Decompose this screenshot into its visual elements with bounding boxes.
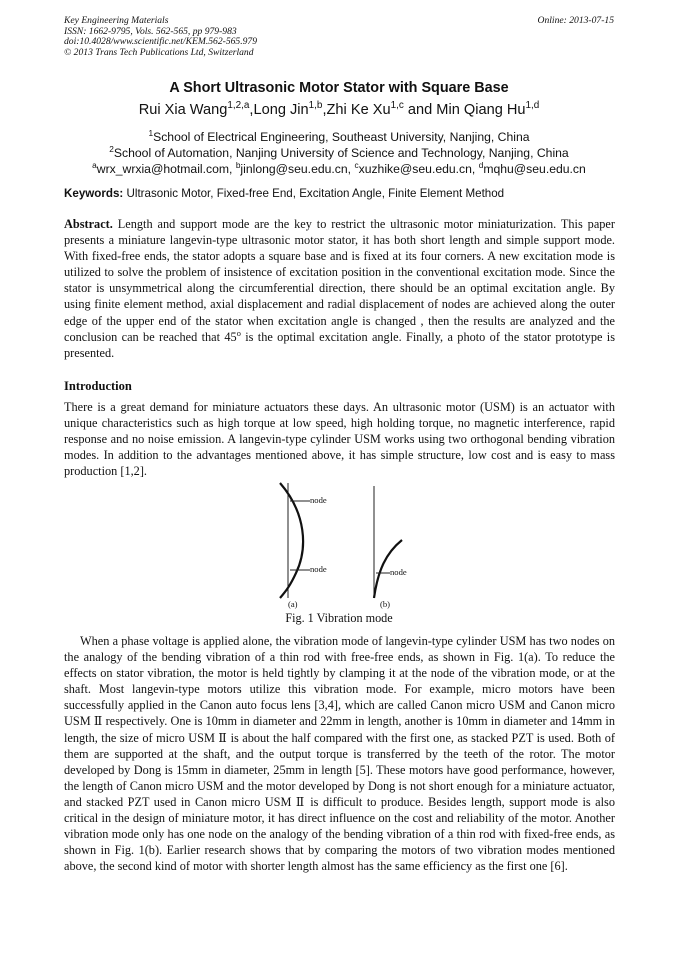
mode-shape-a xyxy=(280,483,303,598)
figure-caption: Fig. 1 Vibration mode xyxy=(285,611,393,625)
abstract-text: Length and support mode are the key to restrict the ultrasonic motor miniaturization. This paper presents a miniature langevin-type ultrasonic motor stator, it has both short length and simple support mode. With fixed-free ends, the stator adopts a square base and is fixed at its four corners. A new excitation mode is utilized to solve the problem of insistence of excitation position in the conventional excitation mode. Since the stator is unsymmetrical along the circumferential direction, there should be an optimal excitation angle. By using finite element method, axial displacement and radial displacement of nodes are achieved along the outer edge of the upper end of the stator when excitation angle is changed , then the results are analyzed and the conclusion can be reached that 45 xyxy=(64,217,615,344)
email-sup: b xyxy=(235,159,241,170)
copyright-line: © 2013 Trans Tech Publications Ltd, Switzerland xyxy=(64,46,254,58)
doi-line: doi:10.4028/www.scientific.net/KEM.562-565.979 xyxy=(64,36,258,48)
node-label: node xyxy=(310,564,327,574)
introduction-paragraph-2: When a phase voltage is applied alone, the vibration mode of langevin-type cylinder USM has two nodes on the analogy of the bending vibration of a thin rod with free-free ends, as shown in Fig. 1(a). To reduce the effects on stator vibration, the motor is held tightly by clamping it at the node of the vibration mode, or at the shaft. Most langevin-type motors utilize this vibration mode. For example, micro motors have been successfully applied in the Canon auto focus lens [3,4], which are called Canon micro USM and Canon micro USM Ⅱ respectively. One is 10mm in diameter and 22mm in length, another is 10mm in diameter and 14mm in length, the size of micro USM Ⅱ is about the half compared with the first one, as stacked PZT is used. Both of them are supported at the shaft, and the output torque is transferred by the teeth of the rotor. The motor developed by Dong is 15mm in diameter, 25mm in length [5]. These motors have good performance, however, the length of Canon micro USM and the motor developed by Dong is not short enough for a miniature actuator, and stacked PZT used in Canon micro USM Ⅱ is difficult to produce. Besides length, support mode is also critical in the design of miniature motor, it has direct influence on the cost and reliability of the motor. Another vibration mode only has one node on the analogy of the bending vibration of a thin rod with fixed-free ends, as shown in Fig. 1(b). Earlier research shows that by comparing the motors of two vibration modes mentioned above, the second kind of motor with shorter length almost has the same efficiency as the first one [6]. xyxy=(64,634,615,874)
affiliation-text: School of Electrical Engineering, Southeast University, Nanjing, China xyxy=(153,130,530,144)
email-address[interactable]: mqhu@seu.edu.cn xyxy=(483,162,586,176)
author-sup: 1,2,a xyxy=(227,100,250,112)
author-sup: 1,b xyxy=(308,100,323,112)
keywords-label: Keywords: xyxy=(64,187,124,200)
abstract-label: Abstract. xyxy=(64,217,113,231)
affiliation-text: School of Automation, Nanjing University of Science and Technology, Nanjing, China xyxy=(113,146,569,160)
email-address[interactable]: xuzhike@seu.edu.cn xyxy=(358,162,472,176)
online-date: Online: 2013-07-15 xyxy=(537,15,614,26)
author-sup: 1,d xyxy=(525,100,540,112)
journal-header xyxy=(64,16,257,58)
affiliation-sup: 2 xyxy=(109,143,114,154)
author-name: Zhi Ke Xu xyxy=(326,102,391,118)
affiliation-sup: 1 xyxy=(148,127,154,138)
author-name: Rui Xia Wang xyxy=(138,102,228,118)
author-name: Min Qiang Hu xyxy=(436,102,526,118)
email-list xyxy=(0,159,678,176)
email-sup: d xyxy=(478,159,484,170)
vibration-mode-diagram xyxy=(260,478,420,628)
email-sep: , xyxy=(471,162,479,176)
paper-title: A Short Ultrasonic Motor Stator with Square Base xyxy=(169,80,509,96)
author-sep: and xyxy=(403,102,437,118)
author-sep: , xyxy=(249,102,254,118)
issn-line: ISSN: 1662-9795, Vols. 562-565, pp 979-983 xyxy=(64,25,237,37)
email-sep: , xyxy=(347,162,355,176)
email-sep: , xyxy=(229,162,236,176)
figure-vibration-mode xyxy=(260,478,420,628)
affiliation-2 xyxy=(0,143,678,160)
email-sup: a xyxy=(92,159,97,170)
section-heading-introduction: Introduction xyxy=(64,379,132,393)
node-label: node xyxy=(310,495,327,505)
subfigure-label-a: (a) xyxy=(288,599,298,609)
affiliation-1 xyxy=(0,127,678,144)
email-sup: c xyxy=(354,159,359,170)
introduction-paragraph-1: There is a great demand for miniature actuators these days. An ultrasonic motor (USM) is an actuator with unique characteristics such as high torque at low speed, high holding torque, no magnetic interference, rapid response and no noise emission. A langevin-type cylinder USM works using two orthogonal bending vibration modes. In addition to the advantages mentioned above, it has simple structure, low cost and is easy to mass production [1,2]. xyxy=(64,400,615,479)
journal-name: Key Engineering Materials xyxy=(64,15,169,26)
keywords xyxy=(64,187,504,200)
keywords-text: Ultrasonic Motor, Fixed-free End, Excitation Angle, Finite Element Method xyxy=(126,187,505,200)
degree-sup: o xyxy=(236,328,241,338)
author-list xyxy=(0,102,678,118)
author-name: Long Jin xyxy=(253,102,309,118)
abstract xyxy=(64,216,615,361)
email-address[interactable]: wrx_wrxia@hotmail.com xyxy=(96,162,230,176)
author-sep: , xyxy=(322,102,327,118)
subfigure-label-b: (b) xyxy=(380,599,391,609)
abstract-text-end: is the optimal excitation angle. Finally, a photo of the stator prototype is presented. xyxy=(64,329,616,360)
email-address[interactable]: jinlong@seu.edu.cn xyxy=(240,162,348,176)
node-label: node xyxy=(390,567,407,577)
author-sup: 1,c xyxy=(390,100,404,112)
